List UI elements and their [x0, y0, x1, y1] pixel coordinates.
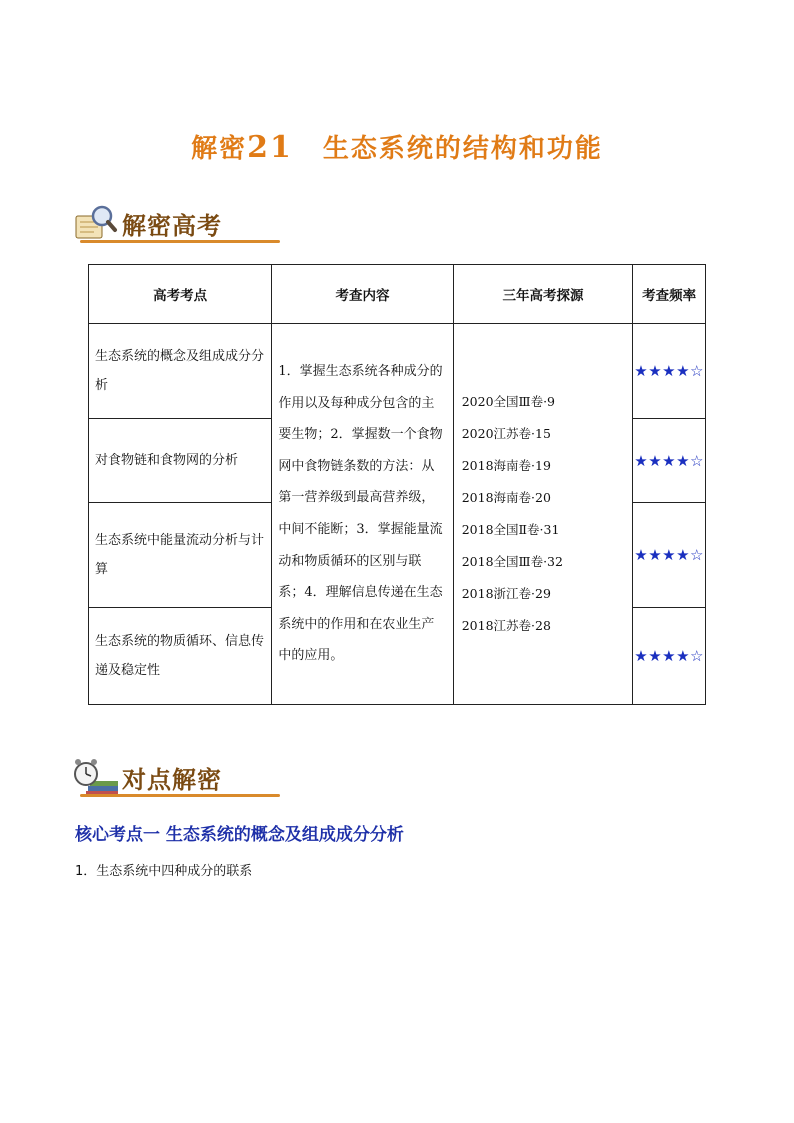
frequency-stars: ★★★★☆ — [633, 324, 706, 419]
banner-gaokao-label: 解密高考 — [122, 212, 222, 240]
title-number: 21 — [247, 130, 293, 165]
item-heading: 1．生态系统中四种成分的联系 — [75, 864, 253, 879]
banner-duidian-label: 对点解密 — [122, 766, 222, 794]
point-cell: 生态系统中能量流动分析与计算 — [89, 503, 272, 608]
banner-underline — [80, 240, 280, 243]
header-points: 高考考点 — [89, 265, 272, 324]
point-cell: 对食物链和食物网的分析 — [89, 419, 272, 503]
table-header-row — [89, 265, 706, 324]
frequency-stars: ★★★★☆ — [633, 419, 706, 503]
source-item: 2018全国Ⅲ卷·32 — [461, 554, 563, 569]
banner-underline — [80, 794, 280, 797]
source-item: 2018浙江卷·29 — [461, 586, 551, 601]
header-content: 考查内容 — [272, 265, 453, 324]
sources-cell — [453, 324, 633, 705]
source-item: 2018江苏卷·28 — [461, 618, 551, 633]
point-cell: 生态系统的物质循环、信息传递及稳定性 — [89, 608, 272, 705]
source-item: 2018全国Ⅱ卷·31 — [461, 522, 560, 537]
table-row — [89, 324, 706, 419]
source-item: 2018海南卷·20 — [461, 490, 551, 505]
source-item: 2020江苏卷·15 — [461, 426, 551, 441]
source-item: 2018海南卷·19 — [461, 458, 551, 473]
content-cell: 1．掌握生态系统各种成分的作用以及每种成分包含的主要生物；2．掌握数一个食物网中食物链条数的方法：从第一营养级到最高营养级，中间不能断；3．掌握能量流动和物质循环的区别与联系；4．理解信息传递在生态系统中的作用和在农业生产中的应用。 — [272, 324, 453, 705]
banner-duidian — [70, 756, 280, 804]
banner-gaokao — [70, 202, 280, 250]
title-name: 生态系统的结构和功能 — [322, 134, 603, 164]
source-item: 2020全国Ⅲ卷·9 — [461, 394, 556, 409]
header-frequency: 考查频率 — [633, 265, 706, 324]
title-prefix: 解密 — [191, 134, 248, 164]
point-cell: 生态系统的概念及组成成分分析 — [89, 324, 272, 419]
section-title: 核心考点一 生态系统的概念及组成成分分析 — [75, 825, 404, 845]
exam-table — [88, 264, 706, 705]
frequency-stars: ★★★★☆ — [633, 608, 706, 705]
header-sources: 三年高考探源 — [453, 265, 633, 324]
frequency-stars: ★★★★☆ — [633, 503, 706, 608]
page-title — [0, 128, 794, 165]
